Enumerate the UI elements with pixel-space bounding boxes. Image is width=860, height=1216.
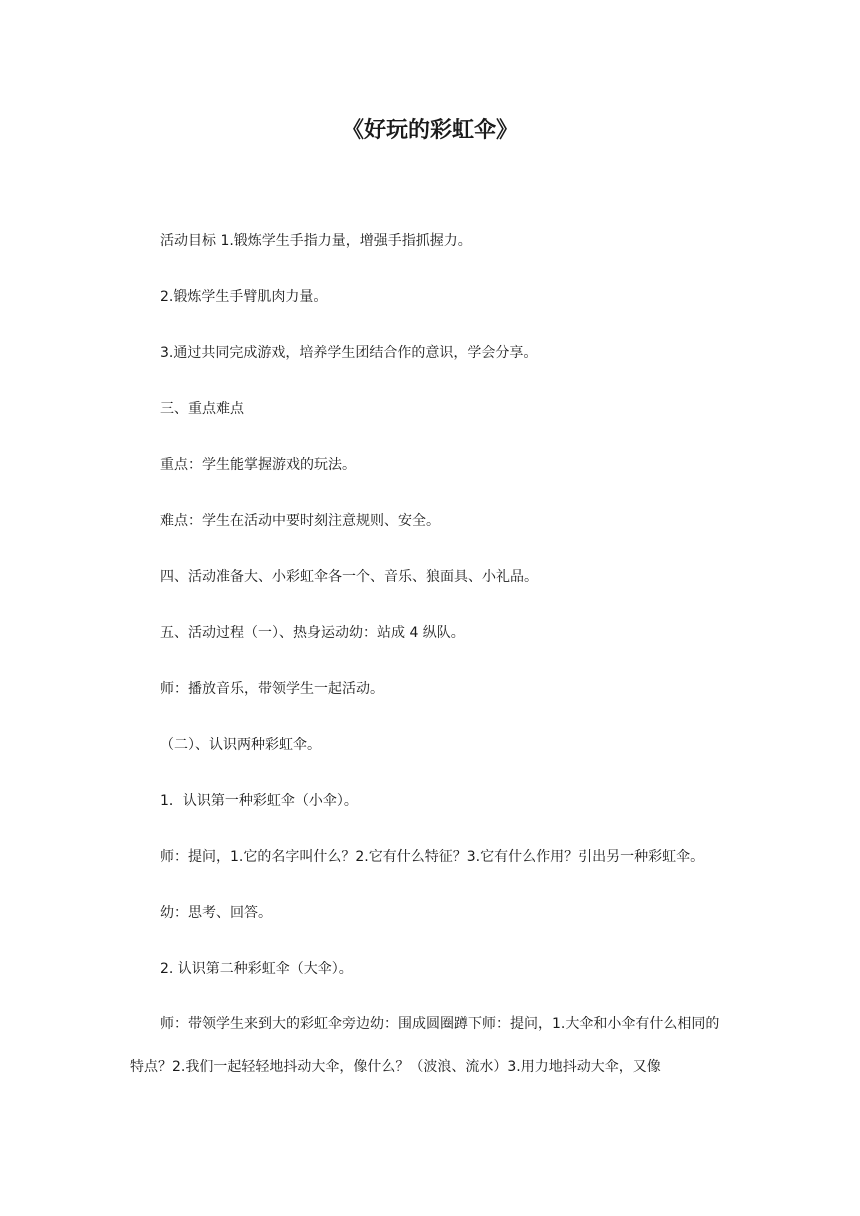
paragraph-difficulty: 难点：学生在活动中要时刻注意规则、安全。 <box>160 513 440 529</box>
paragraph-big-umbrella: 2. 认识第二种彩虹伞（大伞）。 <box>160 961 353 977</box>
paragraph-preparation: 四、活动准备大、小彩虹伞各一个、音乐、狼面具、小礼品。 <box>160 569 538 585</box>
paragraph-teacher-lead: 师：带领学生来到大的彩虹伞旁边幼：围成圆圈蹲下师：提问，1.大伞和小伞有什么相同的特点？2.我们一起轻轻地抖动大伞，像什么？（波浪、流水）3.用力地抖动大伞，又像 <box>130 1016 720 1075</box>
paragraph-process: 五、活动过程（一）、热身运动幼：站成 4 纵队。 <box>160 625 465 641</box>
paragraph-teacher-music: 师：播放音乐，带领学生一起活动。 <box>160 681 384 697</box>
paragraph-key-point: 重点：学生能掌握游戏的玩法。 <box>160 457 356 473</box>
paragraph-teacher-questions: 师：提问，1.它的名字叫什么？2.它有什么特征？3.它有什么作用？引出另一种彩虹伞。 <box>160 849 705 865</box>
document-title: 《好玩的彩虹伞》 <box>341 118 518 143</box>
paragraph-small-umbrella: 1．认识第一种彩虹伞（小伞）。 <box>160 793 358 809</box>
paragraph-children-answer: 幼：思考、回答。 <box>160 905 272 921</box>
paragraph-section-2: （二）、认识两种彩虹伞。 <box>160 737 321 753</box>
paragraph-goal-1: 活动目标 1.锻炼学生手指力量，增强手指抓握力。 <box>160 233 472 249</box>
paragraph-goal-3: 3.通过共同完成游戏，培养学生团结合作的意识，学会分享。 <box>160 345 538 361</box>
paragraph-goal-2: 2.锻炼学生手臂肌肉力量。 <box>160 289 328 305</box>
paragraph-heading-key-points: 三、重点难点 <box>160 401 244 417</box>
